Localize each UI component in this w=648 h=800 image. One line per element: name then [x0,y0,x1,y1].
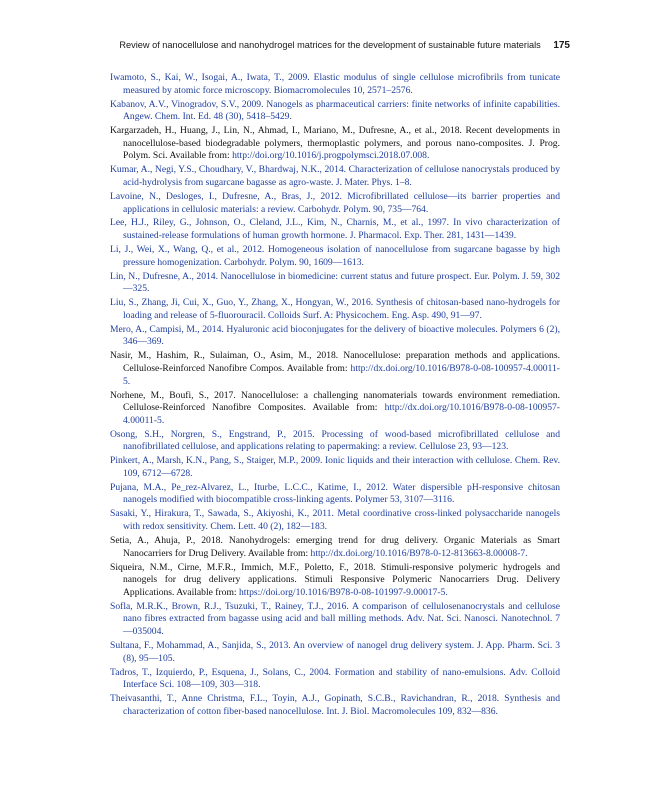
running-title: Review of nanocellulose and nanohydrogel matrices for the development of sustainable future materials [119,40,541,50]
reference-item[interactable]: Kumar, A., Negi, Y.S., Choudhary, V., Bhardwaj, N.K., 2014. Characterization of cellulose nanocrystals produced by acid-hydrolysis from sugarcane bagasse as agro-waste. J. Mater. Phys. 1–8. [110,164,560,188]
doi-link[interactable]: http://dx.doi.org/10.1016/B978-0-08-100957-4.00011-5. [123,402,560,426]
reference-item: Kargarzadeh, H., Huang, J., Lin, N., Ahmad, I., Mariano, M., Dufresne, A., et al., 2018. Recent developments in nanocellulose-based biodegradable polymers, thermoplastic polymers, and porous nano-composites. J. Prog. Polym. Sci. Available from: http://doi.org/10.1016/j.progpolymsci.2018.07.008. [110,125,560,162]
reference-item: Nasir, M., Hashim, R., Sulaiman, O., Asim, M., 2018. Nanocellulose: preparation methods and applications. Cellulose-Reinforced Nanofibre Compos. Available from: http://dx.doi.org/10.1016/B978-0-08-100957-4.00011-5. [110,350,560,387]
doi-link[interactable]: https://doi.org/10.1016/B978-0-08-101997-9.00017-5. [239,586,448,598]
reference-item[interactable]: Lavoine, N., Desloges, I., Dufresne, A., Bras, J., 2012. Microfibrillated cellulose—its barrier properties and applications in cellulosic materials: a review. Carbohydr. Polym. 90, 735—764. [110,190,560,215]
reference-item[interactable]: Pinkert, A., Marsh, K.N., Pang, S., Staiger, M.P., 2009. Ionic liquids and their interaction with cellulose. Chem. Rev. 109, 6712—6728. [110,455,560,479]
reference-item[interactable]: Sultana, F., Mohammad, A., Sanjida, S., 2013. An overview of nanogel drug delivery system. J. App. Pharm. Sci. 3 (8), 95—105. [110,639,560,664]
running-header [100,40,570,51]
reference-item[interactable]: Kabanov, A.V., Vinogradov, S.V., 2009. Nanogels as pharmaceutical carriers: finite networks of infinite capabilities. Angew. Chem. Int. Ed. 48 (30), 5418–5429. [110,98,560,123]
reference-item[interactable]: Liu, S., Zhang, Ji, Cui, X., Guo, Y., Zhang, X., Hongyan, W., 2016. Synthesis of chitosan-based nano-hydrogels for loading and release of 5-fluorouracil. Colloids Surf. A: Physicochem. Eng. Asp. 490, 91—97. [110,297,560,321]
reference-item: Siqueira, N.M., Cirne, M.F.R., Immich, M.F., Poletto, F., 2018. Stimuli-responsive polymeric hydrogels and nanogels for drug delivery applications. Stimuli Responsive Polymeric Nanocarriers Drug. Delivery Applications. Available from: https://doi.org/10.1016/B978-0-08-101997-9.00017-5. [110,561,560,598]
doi-link[interactable]: http://dx.doi.org/10.1016/B978-0-12-813663-8.00008-7. [310,547,528,559]
reference-item[interactable]: Theivasanthi, T., Anne Christma, F.L., Toyin, A.J., Gopinath, S.C.B., Ravichandran, R., 2018. Synthesis and characterization of cotton fiber-based nanocellulose. Int. J. Biol. Macromolecules 109, 832—836. [110,693,560,717]
reference-item[interactable]: Sofla, M.R.K., Brown, R.J., Tsuzuki, T., Rainey, T.J., 2016. A comparison of cellulosenanocrystals and cellulose nano fibres extracted from bagasse using acid and ball milling methods. Adv. Nat. Sci. Nanosci. Nanotechnol. 7—035004. [110,600,560,637]
reference-item[interactable]: Osong, S.H., Norgren, S., Engstrand, P., 2015. Processing of wood-based microfibrillated cellulose and nanofibrillated cellulose, and applications relating to papermaking: a review. Cellulose 23, 93—123. [110,428,560,453]
reference-item[interactable]: Li, J., Wei, X., Wang, Q., et al., 2012. Homogeneous isolation of nanocellulose from sugarcane bagasse by high pressure homogenization. Carbohydr. Polym. 90, 1609—1613. [110,244,560,268]
reference-list [110,72,560,720]
reference-item: Setia, A., Ahuja, P., 2018. Nanohydrogels: emerging trend for drug delivery. Organic Materials as Smart Nanocarriers for Drug Delivery. Available from: http://dx.doi.org/10.1016/B978-0-12-813663-8.00008-7. [110,535,560,559]
reference-item[interactable]: Lee, H.J., Riley, G., Johnson, O., Cleland, J.L., Kim, N., Charnis, M., et al., 1997. In vivo characterization of sustained-release formulations of human growth hormone. J. Pharmacol. Exp. Ther. 281, 1431—1439. [110,217,560,242]
reference-item[interactable]: Mero, A., Campisi, M., 2014. Hyaluronic acid bioconjugates for the delivery of bioactive molecules. Polymers 6 (2), 346—369. [110,323,560,348]
reference-item[interactable]: Lin, N., Dufresne, A., 2014. Nanocellulose in biomedicine: current status and future prospect. Eur. Polym. J. 59, 302—325. [110,270,560,295]
doi-link[interactable]: http://doi.org/10.1016/j.progpolymsci.2018.07.008. [232,150,430,162]
reference-item[interactable]: Tadros, T., Izquierdo, P., Esquena, J., Solans, C., 2004. Formation and stability of nano-emulsions. Adv. Colloid Interface Sci. 108—109, 303—318. [110,666,560,691]
reference-item[interactable]: Sasaki, Y., Hirakura, T., Sawada, S., Akiyoshi, K., 2011. Metal coordinative cross-linked polysaccharide nanogels with redox sensitivity. Chem. Lett. 40 (2), 182—183. [110,508,560,533]
doi-link[interactable]: http://dx.doi.org/10.1016/B978-0-08-100957-4.00011-5. [123,362,560,387]
reference-item: Norhene, M., Boufi, S., 2017. Nanocellulose: a challenging nanomaterials towards environment remediation. Cellulose-Reinforced Nanofibre Composites. Available from: http://dx.doi.org/10.1016/B978-0-08-100957-4.00011-5. [110,389,560,426]
reference-item[interactable]: Pujana, M.A., Pe_rez-Alvarez, L., Iturbe, L.C.C., Katime, I., 2012. Water dispersible pH-responsive chitosan nanogels modified with biocompatible cross-linking agents. Polymer 53, 3107—3116. [110,481,560,506]
page-number: 175 [553,40,570,51]
reference-item[interactable]: Iwamoto, S., Kai, W., Isogai, A., Iwata, T., 2009. Elastic modulus of single cellulose microfibrils from tunicate measured by atomic force microscopy. Biomacromolecules 10, 2571–2576. [110,72,560,96]
